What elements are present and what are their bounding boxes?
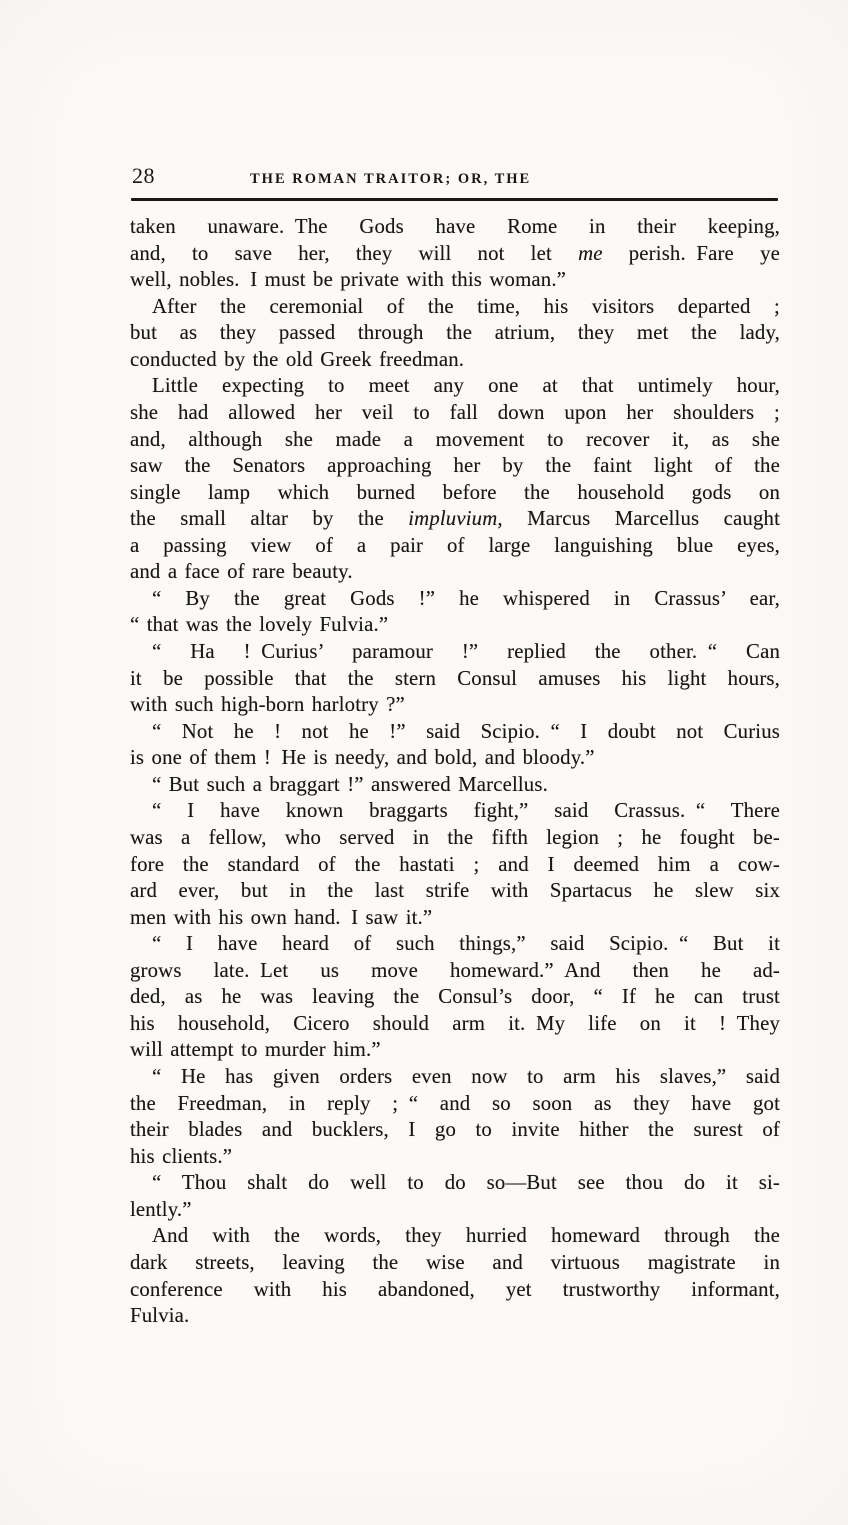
- text-line: conference with his abandoned, yet trustworthy informant,: [130, 1277, 780, 1301]
- text-line: “ By the great Gods !” he whispered in Crassus’ ear,: [152, 586, 780, 610]
- text-line: it be possible that the stern Consul amuses his light hours,: [130, 666, 780, 690]
- text-line: single lamp which burned before the household gods on: [130, 480, 780, 504]
- text-line: Fulvia.: [130, 1304, 190, 1328]
- text-line: conducted by the old Greek freedman.: [130, 347, 465, 371]
- text-line: “ Not he ! not he !” said Scipio. “ I doubt not Curius: [152, 719, 780, 743]
- text-line: saw the Senators approaching her by the faint light of the: [130, 454, 780, 478]
- text-line: fore the standard of the hastati ; and I deemed him a cow-: [130, 852, 780, 876]
- text-line: “ I have known braggarts fight,” said Crassus. “ There: [152, 799, 780, 823]
- text-line: After the ceremonial of the time, his visitors departed ;: [152, 294, 780, 318]
- text-line: ded, as he was leaving the Consul’s door, “ If he can trust: [130, 985, 780, 1009]
- running-title: THE ROMAN TRAITOR; OR, THE: [250, 171, 532, 187]
- text-line: “ But such a braggart !” answered Marcellus.: [152, 772, 548, 796]
- text-line: she had allowed her veil to fall down upon her shoulders ;: [130, 400, 780, 424]
- text-line: ard ever, but in the last strife with Spartacus he slew six: [130, 879, 780, 903]
- text-line: men with his own hand. I saw it.”: [130, 905, 433, 929]
- text-line: and, to save her, they will not let me perish. Fare ye: [130, 241, 780, 265]
- text-line: will attempt to murder him.”: [130, 1038, 381, 1062]
- page-number: 28: [132, 163, 155, 188]
- text-line: “ that was the lovely Fulvia.”: [130, 613, 389, 637]
- text-line: with such high-born harlotry ?”: [130, 693, 405, 717]
- text-line: “ He has given orders even now to arm his slaves,” said: [152, 1065, 780, 1088]
- text-line: dark streets, leaving the wise and virtuous magistrate in: [130, 1250, 780, 1274]
- text-line: the small altar by the impluvium, Marcus Marcellus caught: [130, 507, 780, 531]
- text-line: and, although she made a movement to recover it, as she: [130, 427, 780, 451]
- text-line: grows late. Let us move homeward.” And then he ad-: [130, 958, 780, 982]
- text-line: And with the words, they hurried homeward through the: [152, 1224, 780, 1248]
- text-line: the Freedman, in reply ; “ and so soon as they have got: [130, 1091, 780, 1115]
- text-line: but as they passed through the atrium, they met the lady,: [130, 321, 780, 345]
- text-line: Little expecting to meet any one at that untimely hour,: [152, 374, 780, 398]
- text-line: is one of them ! He is needy, and bold, and bloody.”: [130, 746, 595, 770]
- text-line: “ I have heard of such things,” said Scipio. “ But it: [152, 932, 780, 956]
- text-line: his household, Cicero should arm it. My life on it ! They: [130, 1011, 780, 1035]
- text-line: his clients.”: [130, 1144, 233, 1168]
- header-rule: [131, 198, 778, 201]
- text-line: lently.”: [130, 1197, 192, 1221]
- text-line: taken unaware. The Gods have Rome in their keeping,: [130, 215, 780, 238]
- text-line: well, nobles. I must be private with this woman.”: [130, 268, 567, 292]
- text-line: “ Ha ! Curius’ paramour !” replied the other. “ Can: [152, 640, 780, 663]
- text-line: a passing view of a pair of large languishing blue eyes,: [130, 533, 780, 557]
- text-line: was a fellow, who served in the fifth legion ; he fought be-: [130, 825, 780, 849]
- page-body: [130, 214, 780, 1330]
- text-line: “ Thou shalt do well to do so—But see thou do it si-: [152, 1171, 780, 1195]
- text-line: their blades and bucklers, I go to invite hither the surest of: [130, 1118, 780, 1142]
- text-line: and a face of rare beauty.: [130, 560, 353, 584]
